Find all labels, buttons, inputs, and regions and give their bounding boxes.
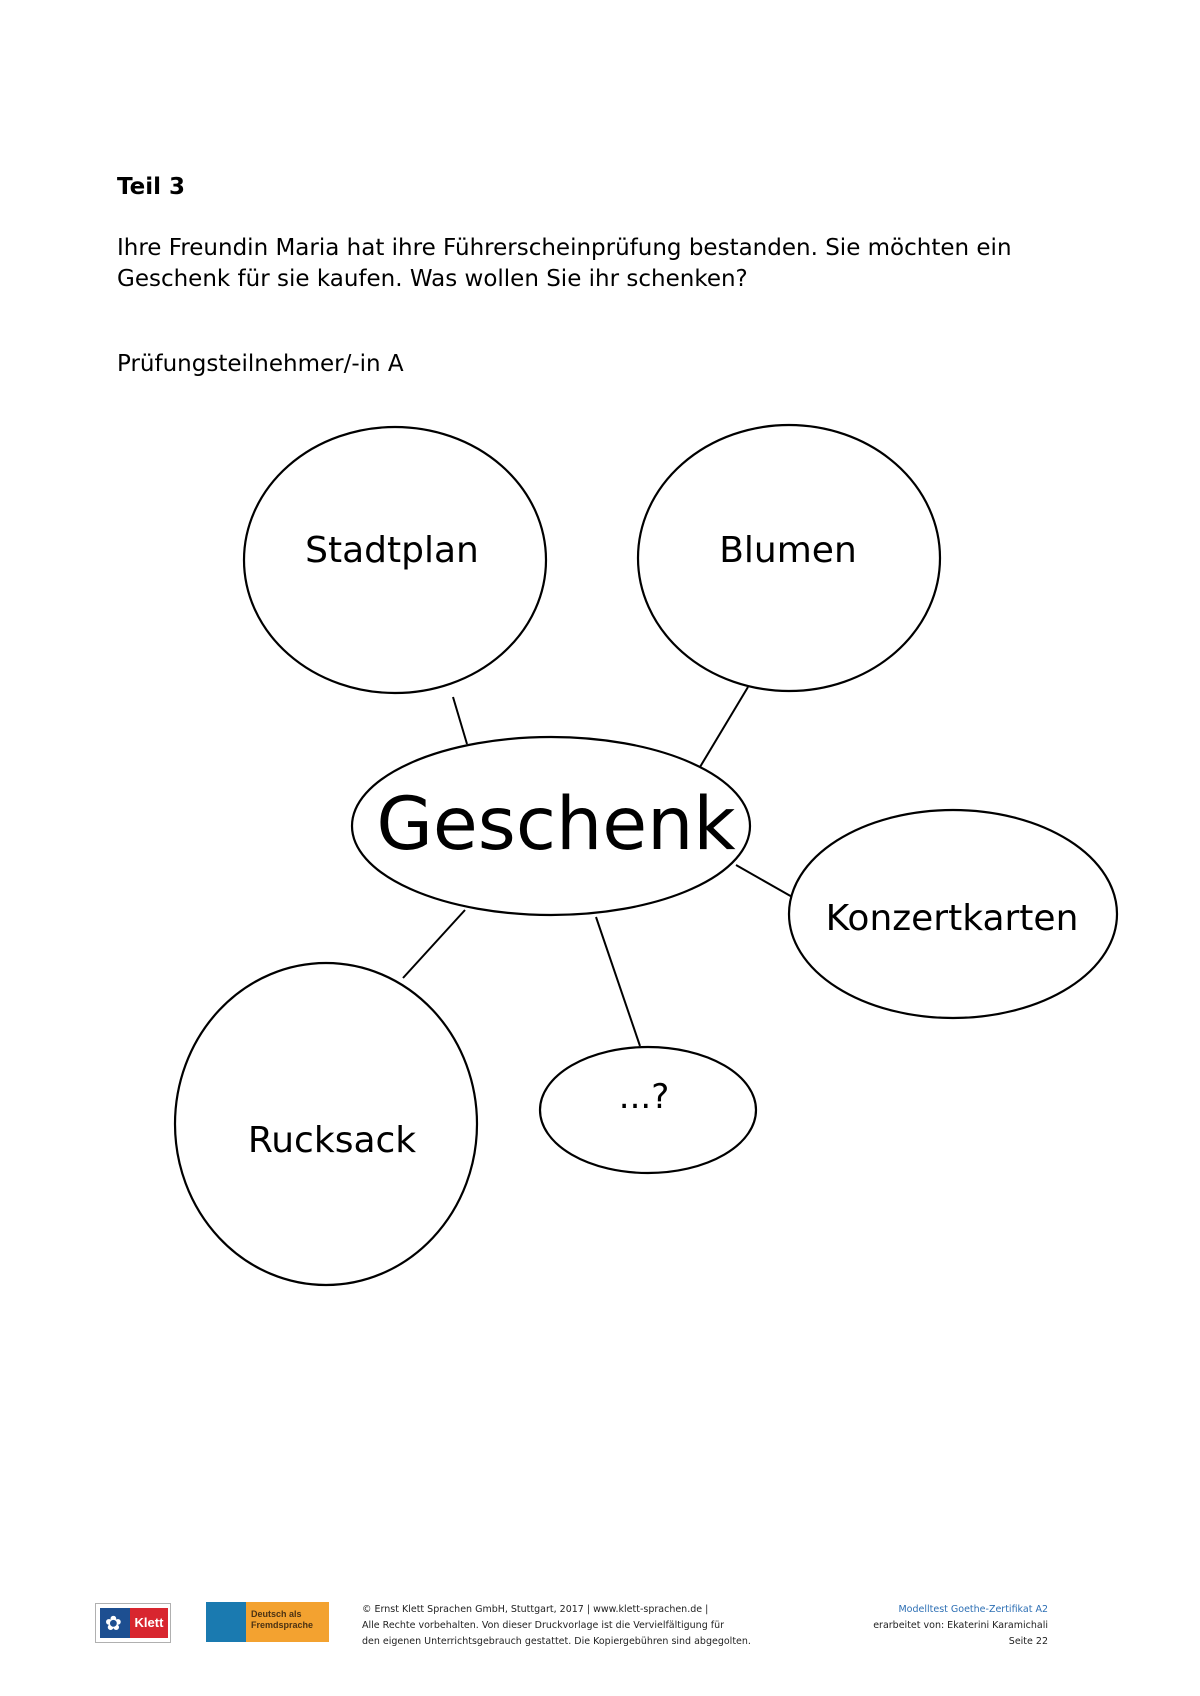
node-more-label: ...? [618,1077,670,1117]
connector-rucksack [403,910,465,978]
connector-blumen [700,687,748,767]
node-stadtplan-label: Stadtplan [305,530,479,571]
task-line-1: Ihre Freundin Maria hat ihre Führerscheinprüfung bestanden. Sie möchten ein [117,235,1012,261]
node-rucksack-label: Rucksack [247,1120,417,1161]
credits [718,1602,1048,1650]
candidate-label: Prüfungsteilnehmer/-in A [117,351,404,377]
daf-logo-text [246,1602,329,1642]
center-node-label: Geschenk [376,782,736,867]
daf-logo-line-2: Fremdsprache [251,1620,314,1630]
section-heading: Teil 3 [117,174,186,200]
klett-logo [95,1603,171,1643]
copyright-line-1: © Ernst Klett Sprachen GmbH, Stuttgart, 2017 | www.klett-sprachen.de | [362,1604,709,1615]
daf-logo [206,1602,329,1642]
connector-more [596,917,640,1046]
author-credit: erarbeitet von: Ekaterini Karamichali [873,1620,1048,1631]
node-blumen-label: Blumen [719,530,857,571]
task-line-2: Geschenk für sie kaufen. Was wollen Sie ihr schenken? [117,266,748,292]
connector-konzertkarten [736,865,794,898]
copyright-line-2: Alle Rechte vorbehalten. Von dieser Druckvorlage ist die Vervielfältigung für [362,1620,725,1631]
page-number: Seite 22 [1008,1636,1048,1647]
series-title: Modelltest Goethe-Zertifikat A2 [898,1604,1048,1615]
daf-logo-line-1: Deutsch als [251,1609,302,1619]
klett-wordmark: Klett [130,1608,168,1638]
connector-stadtplan [453,697,467,744]
klett-mark-icon: ✿ [100,1608,130,1638]
daf-logo-square [206,1602,246,1642]
copyright-line-3: den eigenen Unterrichtsgebrauch gestattet. Die Kopiergebühren sind abgegolten. [362,1636,751,1647]
node-konzertkarten-label: Konzertkarten [825,898,1079,939]
page-footer [0,1600,1200,1690]
